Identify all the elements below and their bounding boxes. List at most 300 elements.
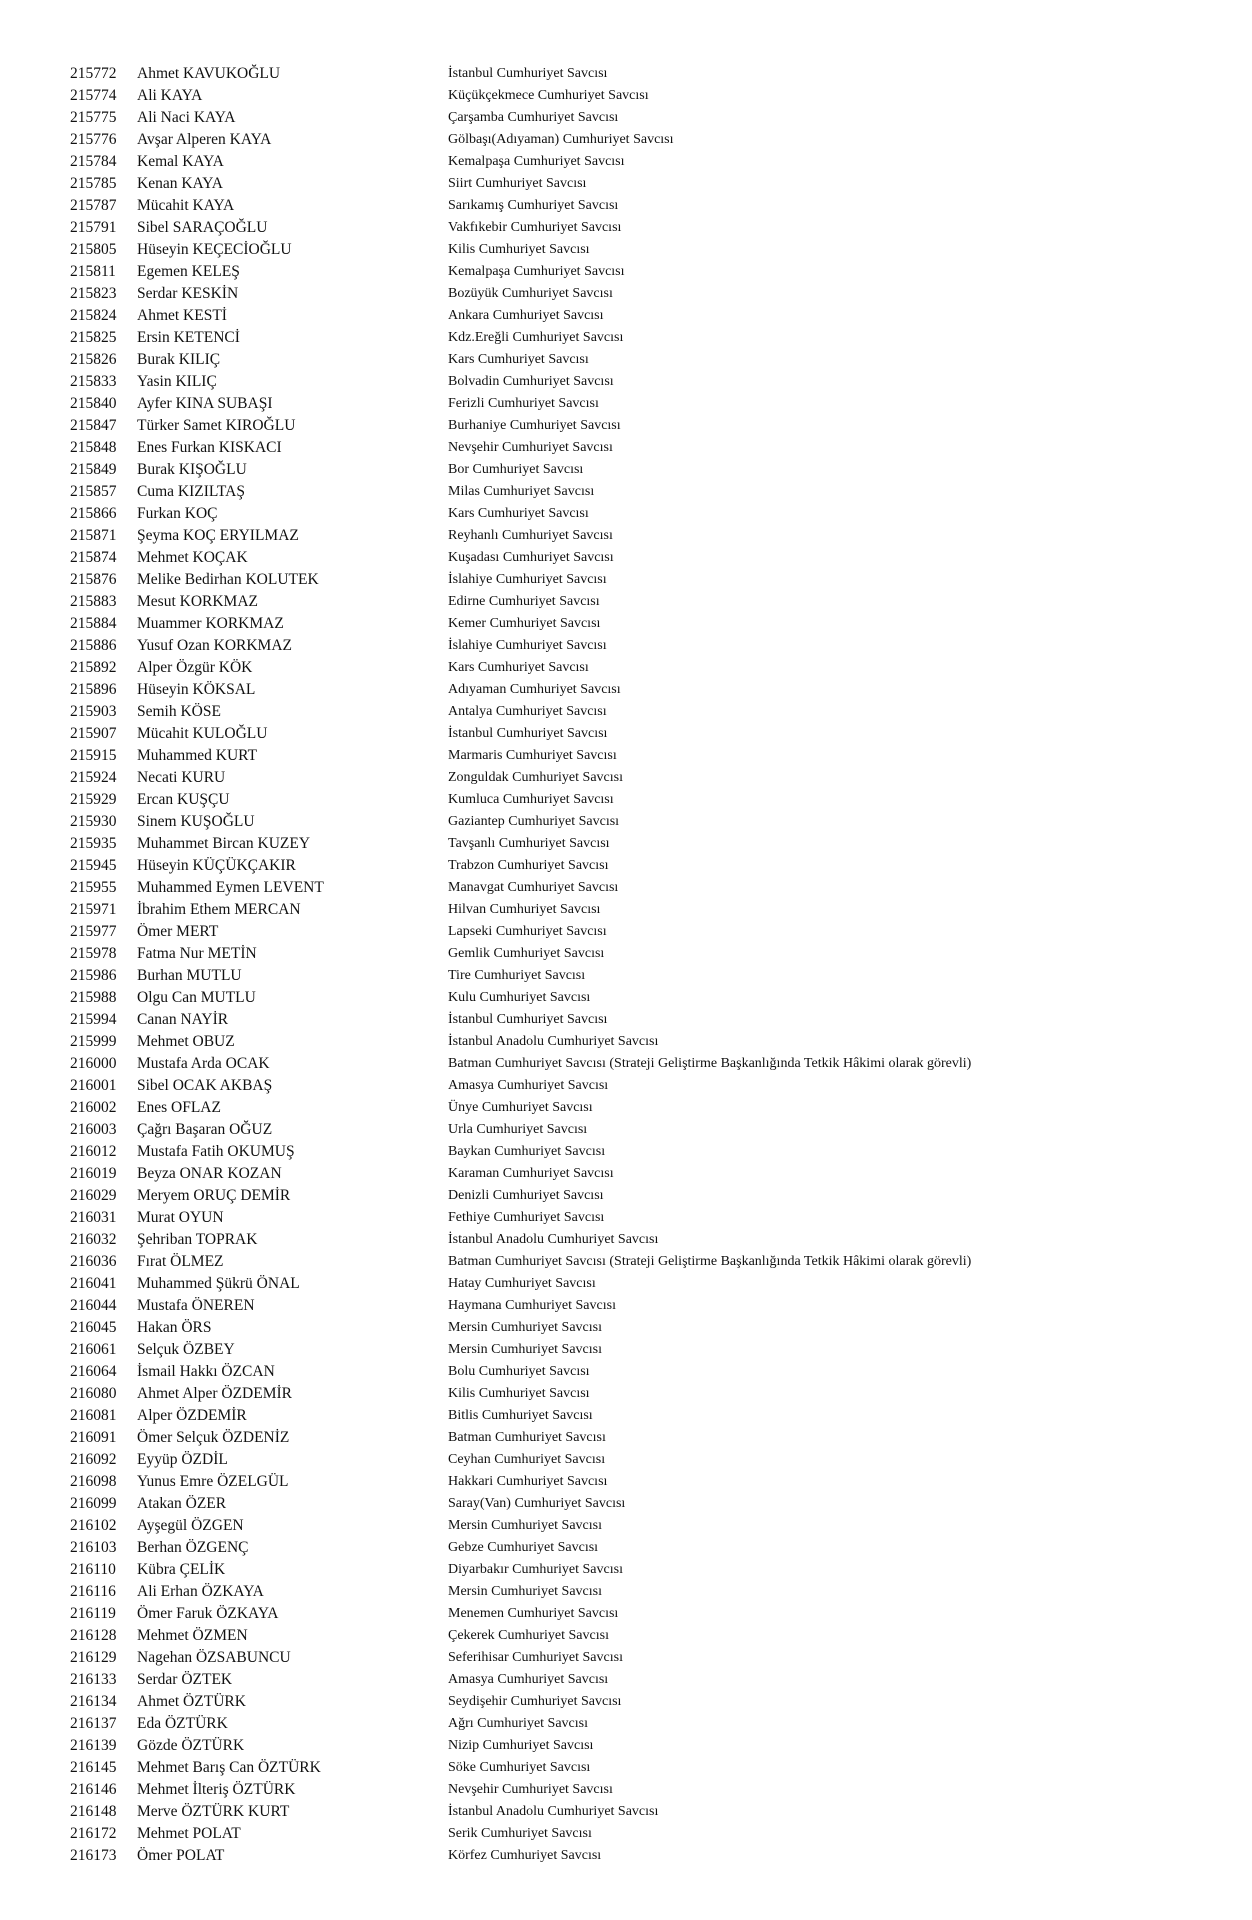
registry-number: 216019: [70, 1165, 117, 1182]
registry-number: 215978: [70, 945, 117, 962]
assigned-post: Hilvan Cumhuriyet Savcısı: [448, 902, 601, 917]
assigned-post: İstanbul Cumhuriyet Savcısı: [448, 726, 608, 741]
person-name: Sibel OCAK AKBAŞ: [137, 1077, 273, 1094]
person-name: Gözde ÖZTÜRK: [137, 1737, 245, 1754]
assigned-post: Bolvadin Cumhuriyet Savcısı: [448, 374, 614, 389]
assigned-post: Kars Cumhuriyet Savcısı: [448, 660, 589, 675]
list-item: [0, 1339, 1252, 1361]
registry-number: 216080: [70, 1385, 117, 1402]
list-item: [0, 371, 1252, 393]
list-item: [0, 1515, 1252, 1537]
person-name: Sibel SARAÇOĞLU: [137, 219, 268, 236]
person-name: Ömer POLAT: [137, 1847, 225, 1864]
registry-number: 215791: [70, 219, 117, 236]
assigned-post: Adıyaman Cumhuriyet Savcısı: [448, 682, 621, 697]
list-item: [0, 1669, 1252, 1691]
list-item: [0, 1075, 1252, 1097]
person-name: Hüseyin KÖKSAL: [137, 681, 256, 698]
list-item: [0, 811, 1252, 833]
list-item: [0, 195, 1252, 217]
person-name: Şehriban TOPRAK: [137, 1231, 258, 1248]
list-item: [0, 1273, 1252, 1295]
assigned-post: Amasya Cumhuriyet Savcısı: [448, 1672, 609, 1687]
assigned-post: Fethiye Cumhuriyet Savcısı: [448, 1210, 605, 1225]
assigned-post: Nevşehir Cumhuriyet Savcısı: [448, 1782, 613, 1797]
list-item: [0, 943, 1252, 965]
assigned-post: Burhaniye Cumhuriyet Savcısı: [448, 418, 621, 433]
assigned-post: Siirt Cumhuriyet Savcısı: [448, 176, 587, 191]
person-name: Şeyma KOÇ ERYILMAZ: [137, 527, 299, 544]
registry-number: 215884: [70, 615, 117, 632]
list-item: [0, 415, 1252, 437]
assigned-post: İstanbul Cumhuriyet Savcısı: [448, 1012, 608, 1027]
person-name: Serdar KESKİN: [137, 285, 239, 302]
list-item: [0, 1471, 1252, 1493]
list-item: [0, 679, 1252, 701]
registry-number: 215805: [70, 241, 117, 258]
assigned-post: Hatay Cumhuriyet Savcısı: [448, 1276, 596, 1291]
registry-number: 216061: [70, 1341, 117, 1358]
person-name: Kemal KAYA: [137, 153, 224, 170]
list-item: [0, 63, 1252, 85]
list-item: [0, 1713, 1252, 1735]
person-name: Ömer MERT: [137, 923, 219, 940]
assigned-post: Mersin Cumhuriyet Savcısı: [448, 1342, 602, 1357]
list-item: [0, 503, 1252, 525]
list-item: [0, 591, 1252, 613]
registry-number: 215971: [70, 901, 117, 918]
person-name: Hüseyin KÜÇÜKÇAKIR: [137, 857, 296, 874]
assigned-post: Antalya Cumhuriyet Savcısı: [448, 704, 607, 719]
assigned-post: Bitlis Cumhuriyet Savcısı: [448, 1408, 593, 1423]
list-item: [0, 657, 1252, 679]
registry-number: 215775: [70, 109, 117, 126]
person-name: Semih KÖSE: [137, 703, 221, 720]
assigned-post: Batman Cumhuriyet Savcısı (Strateji Geliştirme Başkanlığında Tetkik Hâkimi olarak görevli): [448, 1056, 972, 1071]
list-item: [0, 459, 1252, 481]
person-name: Ayşegül ÖZGEN: [137, 1517, 244, 1534]
person-name: Ahmet KESTİ: [137, 307, 227, 324]
person-name: Mustafa Arda OCAK: [137, 1055, 270, 1072]
registry-number: 216044: [70, 1297, 117, 1314]
person-name: Ali Naci KAYA: [137, 109, 236, 126]
list-item: [0, 349, 1252, 371]
assigned-post: Kemalpaşa Cumhuriyet Savcısı: [448, 264, 625, 279]
list-item: [0, 239, 1252, 261]
assigned-post: Vakfıkebir Cumhuriyet Savcısı: [448, 220, 622, 235]
list-item: [0, 1625, 1252, 1647]
registry-number: 216139: [70, 1737, 117, 1754]
person-name: Beyza ONAR KOZAN: [137, 1165, 282, 1182]
registry-number: 215988: [70, 989, 117, 1006]
registry-number: 216148: [70, 1803, 117, 1820]
assigned-post: Urla Cumhuriyet Savcısı: [448, 1122, 588, 1137]
assigned-post: Lapseki Cumhuriyet Savcısı: [448, 924, 607, 939]
list-item: [0, 151, 1252, 173]
registry-number: 215892: [70, 659, 117, 676]
assigned-post: Tire Cumhuriyet Savcısı: [448, 968, 586, 983]
registry-number: 215784: [70, 153, 117, 170]
person-name: Hüseyin KEÇECİOĞLU: [137, 241, 292, 258]
registry-number: 215945: [70, 857, 117, 874]
assigned-post: Saray(Van) Cumhuriyet Savcısı: [448, 1496, 626, 1511]
person-name: Yunus Emre ÖZELGÜL: [137, 1473, 289, 1490]
person-name: İbrahim Ethem MERCAN: [137, 901, 301, 918]
list-item: [0, 877, 1252, 899]
registry-number: 215935: [70, 835, 117, 852]
assigned-post: Reyhanlı Cumhuriyet Savcısı: [448, 528, 613, 543]
person-name: Fırat ÖLMEZ: [137, 1253, 224, 1270]
person-name: Ercan KUŞÇU: [137, 791, 230, 808]
registry-number: 216103: [70, 1539, 117, 1556]
person-name: Serdar ÖZTEK: [137, 1671, 233, 1688]
assigned-post: Sarıkamış Cumhuriyet Savcısı: [448, 198, 619, 213]
person-name: Türker Samet KIROĞLU: [137, 417, 296, 434]
person-name: Ömer Faruk ÖZKAYA: [137, 1605, 279, 1622]
person-name: Mesut KORKMAZ: [137, 593, 258, 610]
person-name: Mehmet KOÇAK: [137, 549, 248, 566]
assigned-post: İstanbul Anadolu Cumhuriyet Savcısı: [448, 1034, 659, 1049]
person-name: Avşar Alperen KAYA: [137, 131, 272, 148]
list-item: [0, 1581, 1252, 1603]
list-item: [0, 1405, 1252, 1427]
list-item: [0, 899, 1252, 921]
list-item: [0, 723, 1252, 745]
person-name: Enes Furkan KISKACI: [137, 439, 282, 456]
registry-number: 215825: [70, 329, 117, 346]
person-name: Mehmet POLAT: [137, 1825, 241, 1842]
assigned-post: Söke Cumhuriyet Savcısı: [448, 1760, 591, 1775]
person-name: İsmail Hakkı ÖZCAN: [137, 1363, 275, 1380]
list-item: [0, 129, 1252, 151]
assigned-post: Batman Cumhuriyet Savcısı (Strateji Geliştirme Başkanlığında Tetkik Hâkimi olarak görevli): [448, 1254, 972, 1269]
assigned-post: Mersin Cumhuriyet Savcısı: [448, 1518, 602, 1533]
list-item: [0, 1801, 1252, 1823]
assigned-post: Bor Cumhuriyet Savcısı: [448, 462, 584, 477]
list-item: [0, 1097, 1252, 1119]
assigned-post: Gaziantep Cumhuriyet Savcısı: [448, 814, 620, 829]
list-item: [0, 745, 1252, 767]
list-item: [0, 1185, 1252, 1207]
person-name: Muhammet Bircan KUZEY: [137, 835, 311, 852]
person-name: Atakan ÖZER: [137, 1495, 227, 1512]
person-name: Necati KURU: [137, 769, 226, 786]
list-item: [0, 437, 1252, 459]
list-item: [0, 1009, 1252, 1031]
assigned-post: İslahiye Cumhuriyet Savcısı: [448, 638, 607, 653]
list-item: [0, 1647, 1252, 1669]
registry-number: 216098: [70, 1473, 117, 1490]
list-item: [0, 1361, 1252, 1383]
list-item: [0, 789, 1252, 811]
assigned-post: Gebze Cumhuriyet Savcısı: [448, 1540, 599, 1555]
registry-number: 216146: [70, 1781, 117, 1798]
registry-number: 216128: [70, 1627, 117, 1644]
assigned-post: Serik Cumhuriyet Savcısı: [448, 1826, 592, 1841]
person-name: Yasin KILIÇ: [137, 373, 217, 390]
person-name: Furkan KOÇ: [137, 505, 218, 522]
registry-number: 215866: [70, 505, 117, 522]
registry-number: 216045: [70, 1319, 117, 1336]
person-name: Kübra ÇELİK: [137, 1561, 226, 1578]
registry-number: 215915: [70, 747, 117, 764]
registry-number: 216091: [70, 1429, 117, 1446]
registry-number: 215826: [70, 351, 117, 368]
assigned-post: Kemer Cumhuriyet Savcısı: [448, 616, 601, 631]
registry-number: 216000: [70, 1055, 117, 1072]
registry-number: 215986: [70, 967, 117, 984]
assigned-post: Çarşamba Cumhuriyet Savcısı: [448, 110, 619, 125]
person-name: Muammer KORKMAZ: [137, 615, 284, 632]
list-item: [0, 283, 1252, 305]
person-name: Çağrı Başaran OĞUZ: [137, 1121, 273, 1138]
list-item: [0, 393, 1252, 415]
list-item: [0, 85, 1252, 107]
list-item: [0, 767, 1252, 789]
registry-number: 216145: [70, 1759, 117, 1776]
person-name: Ali KAYA: [137, 87, 203, 104]
assigned-post: Nizip Cumhuriyet Savcısı: [448, 1738, 594, 1753]
person-name: Cuma KIZILTAŞ: [137, 483, 245, 500]
list-item: [0, 1779, 1252, 1801]
person-name: Eda ÖZTÜRK: [137, 1715, 228, 1732]
list-item: [0, 1295, 1252, 1317]
registry-number: 215776: [70, 131, 117, 148]
list-item: [0, 1427, 1252, 1449]
person-name: Ali Erhan ÖZKAYA: [137, 1583, 264, 1600]
assigned-post: Menemen Cumhuriyet Savcısı: [448, 1606, 619, 1621]
assigned-post: İslahiye Cumhuriyet Savcısı: [448, 572, 607, 587]
list-item: [0, 1735, 1252, 1757]
person-name: Selçuk ÖZBEY: [137, 1341, 235, 1358]
registry-number: 216032: [70, 1231, 117, 1248]
assigned-post: Mersin Cumhuriyet Savcısı: [448, 1584, 602, 1599]
assigned-post: Kars Cumhuriyet Savcısı: [448, 352, 589, 367]
list-item: [0, 1229, 1252, 1251]
person-name: Ahmet Alper ÖZDEMİR: [137, 1385, 292, 1402]
list-item: [0, 173, 1252, 195]
list-item: [0, 1449, 1252, 1471]
list-item: [0, 1823, 1252, 1845]
assigned-post: Marmaris Cumhuriyet Savcısı: [448, 748, 617, 763]
registry-number: 216001: [70, 1077, 117, 1094]
person-name: Egemen KELEŞ: [137, 263, 240, 280]
list-item: [0, 261, 1252, 283]
list-item: [0, 481, 1252, 503]
registry-number: 216116: [70, 1583, 116, 1600]
assigned-post: Ünye Cumhuriyet Savcısı: [448, 1100, 593, 1115]
list-item: [0, 613, 1252, 635]
list-item: [0, 1141, 1252, 1163]
person-name: Alper ÖZDEMİR: [137, 1407, 247, 1424]
registry-number: 215994: [70, 1011, 117, 1028]
person-name: Ayfer KINA SUBAŞI: [137, 395, 273, 412]
registry-number: 215787: [70, 197, 117, 214]
assigned-post: Küçükçekmece Cumhuriyet Savcısı: [448, 88, 649, 103]
registry-number: 215847: [70, 417, 117, 434]
person-name: Mehmet ÖZMEN: [137, 1627, 248, 1644]
assigned-post: Kumluca Cumhuriyet Savcısı: [448, 792, 614, 807]
registry-number: 215840: [70, 395, 117, 412]
registry-number: 216102: [70, 1517, 117, 1534]
list-item: [0, 965, 1252, 987]
person-name: Kenan KAYA: [137, 175, 223, 192]
assigned-post: Kulu Cumhuriyet Savcısı: [448, 990, 591, 1005]
assigned-post: Ceyhan Cumhuriyet Savcısı: [448, 1452, 606, 1467]
registry-number: 216012: [70, 1143, 117, 1160]
list-item: [0, 327, 1252, 349]
registry-number: 215977: [70, 923, 117, 940]
person-name: Enes OFLAZ: [137, 1099, 221, 1116]
list-item: [0, 305, 1252, 327]
person-name: Muhammed Eymen LEVENT: [137, 879, 324, 896]
list-item: [0, 1207, 1252, 1229]
person-name: Mehmet Barış Can ÖZTÜRK: [137, 1759, 321, 1776]
list-item: [0, 569, 1252, 591]
registry-number: 215896: [70, 681, 117, 698]
list-item: [0, 635, 1252, 657]
registry-number: 216172: [70, 1825, 117, 1842]
registry-number: 215930: [70, 813, 117, 830]
assigned-post: Hakkari Cumhuriyet Savcısı: [448, 1474, 608, 1489]
list-item: [0, 921, 1252, 943]
person-name: Mustafa Fatih OKUMUŞ: [137, 1143, 295, 1160]
assigned-post: İstanbul Anadolu Cumhuriyet Savcısı: [448, 1232, 659, 1247]
person-name: Hakan ÖRS: [137, 1319, 212, 1336]
list-item: [0, 1031, 1252, 1053]
registry-number: 216129: [70, 1649, 117, 1666]
registry-number: 215849: [70, 461, 117, 478]
list-item: [0, 987, 1252, 1009]
list-item: [0, 547, 1252, 569]
person-name: Ersin KETENCİ: [137, 329, 240, 346]
person-name: Mehmet İlteriş ÖZTÜRK: [137, 1781, 296, 1798]
assigned-post: Baykan Cumhuriyet Savcısı: [448, 1144, 606, 1159]
person-name: Berhan ÖZGENÇ: [137, 1539, 249, 1556]
assigned-post: İstanbul Cumhuriyet Savcısı: [448, 66, 608, 81]
assigned-post: Kilis Cumhuriyet Savcısı: [448, 1386, 590, 1401]
assigned-post: Kilis Cumhuriyet Savcısı: [448, 242, 590, 257]
registry-number: 216133: [70, 1671, 117, 1688]
assigned-post: Gemlik Cumhuriyet Savcısı: [448, 946, 605, 961]
registry-number: 215929: [70, 791, 117, 808]
person-name: Ahmet KAVUKOĞLU: [137, 65, 281, 82]
list-item: [0, 1053, 1252, 1075]
registry-number: 216134: [70, 1693, 117, 1710]
registry-number: 215823: [70, 285, 117, 302]
appointment-list: [0, 63, 1252, 1867]
registry-number: 216002: [70, 1099, 117, 1116]
assigned-post: Edirne Cumhuriyet Savcısı: [448, 594, 600, 609]
registry-number: 215876: [70, 571, 117, 588]
registry-number: 215886: [70, 637, 117, 654]
list-item: [0, 1383, 1252, 1405]
registry-number: 216092: [70, 1451, 117, 1468]
assigned-post: Tavşanlı Cumhuriyet Savcısı: [448, 836, 610, 851]
registry-number: 215772: [70, 65, 117, 82]
registry-number: 216081: [70, 1407, 117, 1424]
person-name: Melike Bedirhan KOLUTEK: [137, 571, 319, 588]
registry-number: 216029: [70, 1187, 117, 1204]
list-item: [0, 107, 1252, 129]
registry-number: 215833: [70, 373, 117, 390]
registry-number: 215811: [70, 263, 116, 280]
assigned-post: Trabzon Cumhuriyet Savcısı: [448, 858, 609, 873]
person-name: Murat OYUN: [137, 1209, 224, 1226]
registry-number: 216041: [70, 1275, 117, 1292]
assigned-post: Seydişehir Cumhuriyet Savcısı: [448, 1694, 622, 1709]
assigned-post: Körfez Cumhuriyet Savcısı: [448, 1848, 602, 1863]
list-item: [0, 1163, 1252, 1185]
list-item: [0, 1603, 1252, 1625]
assigned-post: Kuşadası Cumhuriyet Savcısı: [448, 550, 614, 565]
list-item: [0, 1537, 1252, 1559]
registry-number: 216036: [70, 1253, 117, 1270]
person-name: Mehmet OBUZ: [137, 1033, 235, 1050]
list-item: [0, 1251, 1252, 1273]
person-name: Nagehan ÖZSABUNCU: [137, 1649, 291, 1666]
person-name: Mücahit KULOĞLU: [137, 725, 268, 742]
list-item: [0, 1119, 1252, 1141]
registry-number: 216099: [70, 1495, 117, 1512]
assigned-post: Kemalpaşa Cumhuriyet Savcısı: [448, 154, 625, 169]
assigned-post: Milas Cumhuriyet Savcısı: [448, 484, 595, 499]
assigned-post: Bozüyük Cumhuriyet Savcısı: [448, 286, 613, 301]
list-item: [0, 833, 1252, 855]
person-name: Olgu Can MUTLU: [137, 989, 256, 1006]
person-name: Burak KIŞOĞLU: [137, 461, 247, 478]
registry-number: 215824: [70, 307, 117, 324]
registry-number: 215907: [70, 725, 117, 742]
assigned-post: Ankara Cumhuriyet Savcısı: [448, 308, 604, 323]
person-name: Canan NAYİR: [137, 1011, 229, 1028]
assigned-post: Kars Cumhuriyet Savcısı: [448, 506, 589, 521]
assigned-post: Kdz.Ereğli Cumhuriyet Savcısı: [448, 330, 624, 345]
list-item: [0, 701, 1252, 723]
registry-number: 216137: [70, 1715, 117, 1732]
list-item: [0, 1845, 1252, 1867]
registry-number: 215848: [70, 439, 117, 456]
assigned-post: Çekerek Cumhuriyet Savcısı: [448, 1628, 609, 1643]
registry-number: 215774: [70, 87, 117, 104]
registry-number: 216031: [70, 1209, 117, 1226]
registry-number: 216110: [70, 1561, 116, 1578]
assigned-post: İstanbul Anadolu Cumhuriyet Savcısı: [448, 1804, 659, 1819]
assigned-post: Gölbaşı(Adıyaman) Cumhuriyet Savcısı: [448, 132, 674, 147]
assigned-post: Mersin Cumhuriyet Savcısı: [448, 1320, 602, 1335]
assigned-post: Ferizli Cumhuriyet Savcısı: [448, 396, 599, 411]
person-name: Eyyüp ÖZDİL: [137, 1451, 228, 1468]
person-name: Merve ÖZTÜRK KURT: [137, 1803, 290, 1820]
list-item: [0, 217, 1252, 239]
assigned-post: Haymana Cumhuriyet Savcısı: [448, 1298, 616, 1313]
assigned-post: Manavgat Cumhuriyet Savcısı: [448, 880, 619, 895]
person-name: Muhammed KURT: [137, 747, 258, 764]
person-name: Burak KILIÇ: [137, 351, 221, 368]
assigned-post: Nevşehir Cumhuriyet Savcısı: [448, 440, 613, 455]
assigned-post: Denizli Cumhuriyet Savcısı: [448, 1188, 604, 1203]
assigned-post: Seferihisar Cumhuriyet Savcısı: [448, 1650, 623, 1665]
registry-number: 215874: [70, 549, 117, 566]
registry-number: 215999: [70, 1033, 117, 1050]
registry-number: 216064: [70, 1363, 117, 1380]
person-name: Ömer Selçuk ÖZDENİZ: [137, 1429, 290, 1446]
list-item: [0, 525, 1252, 547]
assigned-post: Diyarbakır Cumhuriyet Savcısı: [448, 1562, 623, 1577]
person-name: Mücahit KAYA: [137, 197, 235, 214]
assigned-post: Batman Cumhuriyet Savcısı: [448, 1430, 606, 1445]
assigned-post: Karaman Cumhuriyet Savcısı: [448, 1166, 614, 1181]
